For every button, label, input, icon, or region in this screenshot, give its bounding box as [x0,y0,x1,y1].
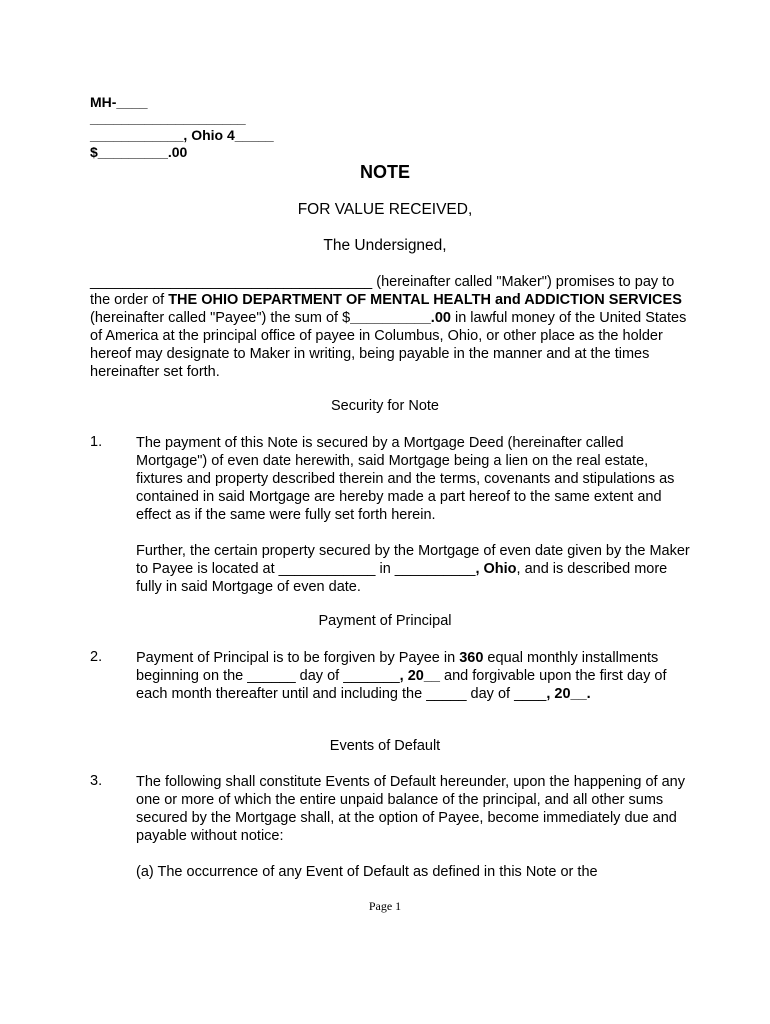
section-1-text: The payment of this Note is secured by a Mortgage Deed (hereinafter called Mortgage") of even date herewith, said Mortgage being a lien on the real estate, fixtures and property described therein and the terms, covenants and stipulations as contained in said Mortgage are hereby made a part hereof to the same extent and effect as if the same were fully set forth herein. [136,435,675,523]
section-heading-security: Security for Note [331,398,439,414]
section-heading-payment: Payment of Principal [318,613,452,629]
mh-number-line: MH-____ [90,94,148,110]
payment-text-c: and forgivable upon the first day of each month thereafter until and including the _____ day of ____ [136,668,667,702]
payment-year: , 20__ [399,668,440,684]
amount-blank: __________.00 [350,310,451,326]
amount-line: $_________.00 [90,144,188,160]
payment-text-b: equal monthly installments beginning on the ______ day of _______ [136,650,659,684]
property-state: , Ohio [475,561,517,577]
section-2-text [136,649,696,703]
blank-line: ____________________ [90,110,246,126]
for-value-received: FOR VALUE RECEIVED, [297,201,473,218]
property-text-b: , and is described more fully in said Mortgage of even date. [136,561,668,595]
intro-text-2: (hereinafter called "Payee") the sum of $ [90,310,351,326]
intro-paragraph [90,273,690,381]
property-text-a: Further, the certain property secured by the Mortgage of even date given by the Maker to Payee is located at ____________ in __________ [136,543,690,577]
section-3-text: The following shall constitute Events of Default hereunder, upon the happening of any one or more of which the entire unpaid balance of the principal, and all other sums secured by the Mortgage shall, at the option of Payee, become immediately due and payable without notice: [136,774,685,844]
section-number-2: 2. [90,649,103,665]
section-number-3: 3. [90,773,103,789]
city-state-line: ____________, Ohio 4_____ [90,127,274,143]
payee-name: THE OHIO DEPARTMENT OF MENTAL HEALTH and ADDICTION SERVICES [168,292,682,308]
section-1-property-paragraph [136,542,696,596]
section-heading-default: Events of Default [329,738,441,754]
intro-text-1: ___________________________________ (hereinafter called "Maker") promises to pay to the order of [90,274,675,308]
document-title: NOTE [359,162,410,182]
payment-text-a: Payment of Principal is to be forgiven by Payee in [136,650,460,666]
section-number-1: 1. [90,434,103,450]
section-3a-text: (a) The occurrence of any Event of Default as defined in this Note or the [136,864,598,880]
intro-text-3: in lawful money of the United States of America at the principal office of payee in Columbus, Ohio, or other place as the holder hereof may designate to Maker in writing, being payable in the manner and at the times hereinafter set forth. [90,310,687,380]
payment-end-year: , 20__. [546,686,591,702]
the-undersigned: The Undersigned, [323,237,447,254]
installment-count: 360 [459,650,484,666]
page-number: Page 1 [368,899,402,913]
